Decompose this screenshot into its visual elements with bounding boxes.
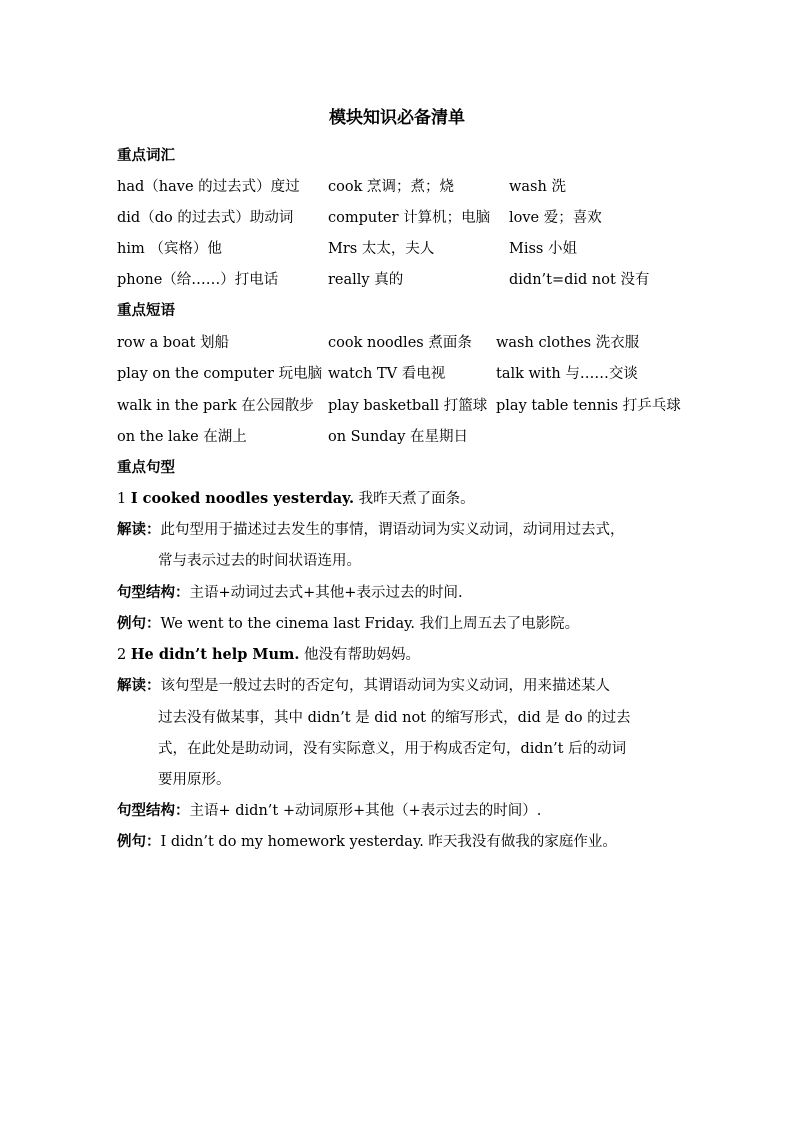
example-1	[117, 612, 579, 633]
vocab-heading: 重点词汇	[117, 147, 175, 164]
phrase-cell: play table tennis 打乒乓球	[496, 398, 681, 414]
structure-2	[117, 799, 541, 820]
phrases-heading: 重点短语	[117, 302, 175, 319]
explanation-label: 解读：	[117, 677, 161, 694]
sentences-heading: 重点句型	[117, 459, 175, 476]
vocab-cell: had（have 的过去式）度过	[117, 179, 300, 195]
explanation-2-cont: 要用原形。	[158, 772, 231, 788]
structure-label: 句型结构：	[117, 802, 190, 819]
explanation-2-cont: 式，在此处是助动词，没有实际意义，用于构成否定句，didn’t 后的动词	[158, 741, 627, 757]
example-2	[117, 830, 617, 851]
explanation-text: 该句型是一般过去时的否定句，其谓语动词为实义动词，用来描述某人	[160, 678, 610, 694]
vocab-cell: phone（给……）打电话	[117, 272, 279, 288]
example-text: We went to the cinema last Friday. 我们上周五去了电影院。	[160, 616, 580, 632]
vocab-cell: computer 计算机；电脑	[328, 210, 491, 226]
sentence-chinese: 我昨天煮了面条。	[354, 491, 475, 507]
vocab-cell: him （宾格）他	[117, 241, 222, 257]
phrase-cell: watch TV 看电视	[328, 366, 446, 382]
sentence-chinese: 他没有帮助妈妈。	[299, 647, 420, 663]
explanation-2-cont: 过去没有做某事，其中 didn’t 是 did not 的缩写形式，did 是 do 的过去	[158, 710, 631, 726]
phrase-cell: row a boat 划船	[117, 335, 230, 351]
sentence-number: 2	[117, 647, 131, 663]
page-title: 模块知识必备清单	[329, 108, 465, 128]
structure-text: 主语+ didn’t +动词原形+其他（+表示过去的时间）.	[189, 803, 542, 819]
vocab-cell: really 真的	[328, 272, 404, 288]
example-label: 例句：	[117, 833, 161, 850]
sentence-2	[117, 643, 420, 664]
explanation-1	[117, 518, 625, 539]
example-label: 例句：	[117, 615, 161, 632]
sentence-1	[117, 487, 475, 508]
vocab-cell: did（do 的过去式）助动词	[117, 210, 294, 226]
example-text: I didn’t do my homework yesterday. 昨天我没有做我的家庭作业。	[160, 834, 617, 850]
vocab-cell: wash 洗	[509, 179, 566, 195]
phrase-cell: on Sunday 在星期日	[328, 429, 469, 445]
explanation-label: 解读：	[117, 521, 161, 538]
vocab-cell: didn’t=did not 没有	[509, 272, 650, 288]
phrase-cell: cook noodles 煮面条	[328, 335, 472, 351]
sentence-english: I cooked noodles yesterday.	[130, 490, 354, 507]
vocab-cell: Mrs 太太，夫人	[328, 241, 435, 257]
structure-1	[117, 581, 463, 602]
phrase-cell: talk with 与……交谈	[496, 366, 638, 382]
vocab-cell: Miss 小姐	[509, 241, 577, 257]
phrase-cell: on the lake 在湖上	[117, 429, 247, 445]
structure-text: 主语+动词过去式+其他+表示过去的时间.	[189, 585, 463, 601]
vocab-cell: love 爱；喜欢	[509, 210, 602, 226]
phrase-cell: wash clothes 洗衣服	[496, 335, 640, 351]
sentence-english: He didn’t help Mum.	[130, 646, 300, 663]
sentence-number: 1	[117, 491, 131, 507]
phrase-cell: play on the computer 玩电脑	[117, 366, 323, 382]
explanation-text: 此句型用于描述过去发生的事情，谓语动词为实义动词，动词用过去式，	[160, 522, 625, 538]
structure-label: 句型结构：	[117, 584, 190, 601]
phrase-cell: play basketball 打篮球	[328, 398, 488, 414]
phrase-cell: walk in the park 在公园散步	[117, 398, 314, 414]
explanation-1-cont: 常与表示过去的时间状语连用。	[158, 553, 361, 569]
vocab-cell: cook 烹调；煮；烧	[328, 179, 454, 195]
explanation-2	[117, 674, 610, 695]
